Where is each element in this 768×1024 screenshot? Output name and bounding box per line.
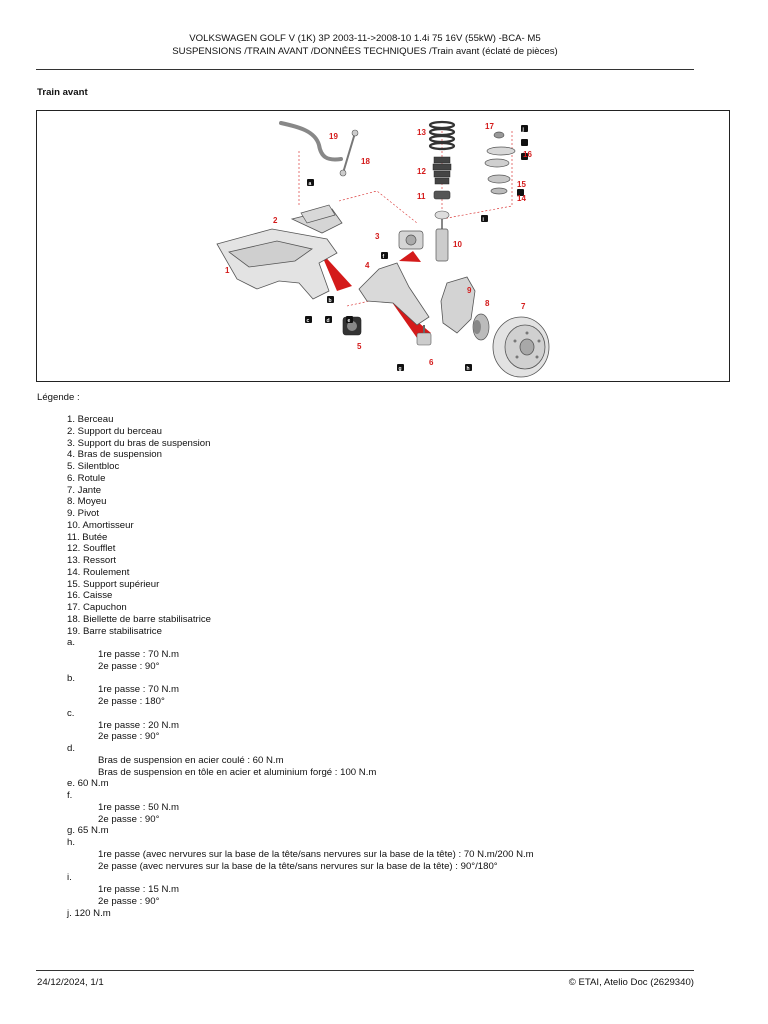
legend-item: 1. Berceau (67, 414, 114, 425)
legend-subitem: 2e passe : 90° (98, 813, 160, 825)
callout-10: 10 (453, 240, 462, 249)
footer-divider (36, 970, 694, 971)
torque-tag-i: i (482, 217, 484, 223)
callout-19: 19 (329, 132, 338, 141)
wheel-rim-part (493, 317, 549, 377)
exploded-view-drawing (37, 111, 729, 381)
callout-7: 7 (521, 302, 526, 311)
section-title: Train avant (37, 87, 88, 98)
legend-list (67, 414, 534, 919)
subframe-part (217, 209, 342, 299)
legend-subitem: 1re passe (avec nervures sur la base de la tête/sans nervures sur la base de la tête) : 70 N.m/200 N.m (98, 848, 534, 860)
legend-item: f. (67, 790, 73, 801)
legend-subitem: 1re passe : 70 N.m (98, 649, 180, 660)
upper-mount-part (485, 132, 515, 194)
callout-13: 13 (417, 128, 426, 137)
legend-item: 7. Jante (67, 484, 102, 496)
legend-subitem: 2e passe : 180° (98, 696, 165, 707)
legend-item: 4. Bras de suspension (67, 449, 162, 461)
legend-subitem: Bras de suspension en acier coulé : 60 N.m (98, 754, 284, 766)
document-header (36, 32, 694, 58)
callout-3: 3 (375, 232, 380, 241)
legend-item: 5. Silentbloc (67, 461, 120, 472)
control-arm-part (359, 263, 429, 325)
callout-11: 11 (417, 192, 426, 201)
bump-stop-part (434, 191, 450, 199)
legend-item: 11. Butée (67, 531, 108, 543)
legend-item: 6. Rotule (67, 472, 106, 484)
legend-item: h. (67, 837, 76, 848)
legend-item: c. (67, 707, 75, 719)
legend-item: 12. Soufflet (67, 543, 116, 555)
torque-tag-j: j (522, 127, 524, 133)
legend-item: d. (67, 743, 76, 754)
legend-subitem: 1re passe : 50 N.m (98, 801, 180, 813)
legend-subitem: Bras de suspension en tôle en acier et aluminium forgé : 100 N.m (98, 766, 377, 778)
footer-copyright: © ETAI, Atelio Doc (2629340) (568, 977, 694, 988)
stabiliser-bar-part (281, 123, 341, 159)
legend-item: 16. Caisse (67, 590, 113, 602)
callout-16: 16 (523, 150, 532, 159)
hub-part (473, 314, 489, 340)
legend-item: 8. Moyeu (67, 496, 107, 508)
legend-subitem: 2e passe (avec nervures sur la base de la tête/sans nervures sur la base de la tête) : 90°/180° (98, 860, 498, 872)
legend-item: i. (67, 872, 72, 884)
legend-subitem: 2e passe : 90° (98, 660, 160, 672)
torque-tag-a: a (308, 181, 312, 187)
legend-item: 14. Roulement (67, 566, 130, 578)
legend-item: b. (67, 672, 76, 684)
legend-title: Légende : (37, 392, 80, 403)
legend-item: j. 120 N.m (67, 907, 111, 919)
callout-1: 1 (225, 266, 230, 275)
legend-subitem: 1re passe : 70 N.m (98, 684, 180, 696)
callout-2: 2 (273, 216, 278, 225)
legend-item: 13. Ressort (67, 555, 117, 566)
callout-6: 6 (429, 358, 434, 367)
shock-absorber-part (435, 211, 449, 261)
exploded-view-figure (36, 110, 730, 382)
torque-tag-d: d (326, 318, 330, 324)
callout-8: 8 (485, 299, 490, 308)
legend-item: 3. Support du bras de suspension (67, 437, 211, 449)
legend-item: 2. Support du berceau (67, 425, 162, 437)
callout-5: 5 (357, 342, 362, 351)
legend-item: 10. Amortisseur (67, 519, 134, 531)
torque-tag-b: b (328, 298, 332, 304)
legend-subitem: 2e passe : 90° (98, 895, 160, 907)
legend-item: 18. Biellette de barre stabilisatrice (67, 613, 211, 625)
legend-subitem: 1re passe : 20 N.m (98, 719, 180, 731)
torque-tag-h: h (466, 366, 470, 372)
torque-tag-f: f (382, 254, 385, 260)
callout-14: 14 (517, 194, 526, 203)
callout-4: 4 (365, 261, 370, 270)
legend-subitem: 2e passe : 90° (98, 731, 160, 743)
legend-item: 15. Support supérieur (67, 578, 160, 590)
bellows-part (433, 157, 451, 184)
arm-mount-part (399, 231, 423, 249)
footer-date: 24/12/2024, 1/1 (37, 977, 104, 988)
vehicle-title: VOLKSWAGEN GOLF V (1K) 3P 2003-11->2008-10 1.4i 75 16V (55kW) -BCA- M5 (189, 33, 541, 44)
torque-tag-g: g (398, 366, 402, 372)
callout-9: 9 (467, 286, 472, 295)
legend-item: 17. Capuchon (67, 602, 127, 613)
legend-item: g. 65 N.m (67, 825, 109, 837)
callout-15: 15 (517, 180, 526, 189)
legend-item: 9. Pivot (67, 508, 99, 519)
legend-item: 19. Barre stabilisatrice (67, 625, 162, 637)
legend-item: e. 60 N.m (67, 778, 109, 790)
header-divider (36, 69, 694, 70)
breadcrumb: SUSPENSIONS /TRAIN AVANT /DONNÉES TECHNIQUES /Train avant (éclaté de pièces) (172, 46, 558, 57)
callout-12: 12 (417, 167, 426, 176)
legend-subitem: 1re passe : 15 N.m (98, 884, 180, 895)
callout-17: 17 (485, 122, 494, 131)
stabiliser-link-part (340, 130, 358, 176)
torque-tag-e: e (347, 318, 351, 324)
callout-18: 18 (361, 157, 370, 166)
torque-tag-c: c (306, 318, 310, 324)
legend-item: a. (67, 637, 76, 649)
